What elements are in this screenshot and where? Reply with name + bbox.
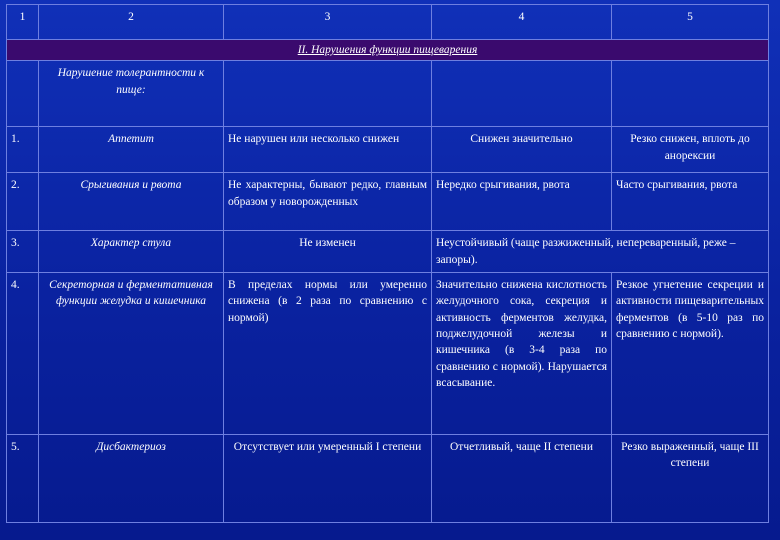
row-label: Секреторная и ферментативная функции желудка и кишечника <box>39 272 224 434</box>
subheader-label: Нарушение толерантности к пище: <box>39 61 224 127</box>
subheader-empty-cell <box>432 61 612 127</box>
cell-moderate: Нередко срыгивания, рвота <box>432 173 612 231</box>
table-row <box>7 127 769 173</box>
cell-severe: Часто срыгивания, рвота <box>612 173 769 231</box>
row-number: 1. <box>7 127 39 173</box>
subheader-row <box>7 61 769 127</box>
table-row <box>7 434 769 522</box>
column-number-4: 4 <box>432 5 612 40</box>
column-number-5: 5 <box>612 5 769 40</box>
cell-moderate-severe: Неустойчивый (чаще разжиженный, непереваренный, реже – запоры). <box>432 231 769 273</box>
row-label: Аппетит <box>39 127 224 173</box>
cell-severe: Резкое угнетение секреции и активности пищеварительных ферментов (в 5-10 раз по сравнению с нормой). <box>612 272 769 434</box>
table-row <box>7 173 769 231</box>
table-row <box>7 272 769 434</box>
cell-moderate: Отчетливый, чаще II степени <box>432 434 612 522</box>
cell-mild: Не нарушен или несколько снижен <box>224 127 432 173</box>
cell-moderate: Значительно снижена кислотность желудочного сока, секреция и активность ферментов желудка, поджелудочной железы и кишечника (в 3-4 раза по сравнению с нормой). Нарушается всасывание. <box>432 272 612 434</box>
cell-severe: Резко снижен, вплоть до анорексии <box>612 127 769 173</box>
section-title-cell <box>7 40 769 61</box>
column-number-3: 3 <box>224 5 432 40</box>
clinical-table <box>6 4 769 523</box>
column-number-1: 1 <box>7 5 39 40</box>
row-label: Срыгивания и рвота <box>39 173 224 231</box>
cell-mild: Не изменен <box>224 231 432 273</box>
subheader-empty-cell <box>612 61 769 127</box>
section-row <box>7 40 769 61</box>
column-number-row <box>7 5 769 40</box>
row-number: 5. <box>7 434 39 522</box>
cell-severe: Резко выраженный, чаще III степени <box>612 434 769 522</box>
subheader-num-cell <box>7 61 39 127</box>
section-title: II. Нарушения функции пищеварения <box>297 44 478 56</box>
cell-mild: Отсутствует или умеренный I степени <box>224 434 432 522</box>
cell-moderate: Снижен значительно <box>432 127 612 173</box>
row-number: 4. <box>7 272 39 434</box>
cell-mild: Не характерны, бывают редко, главным образом у новорожденных <box>224 173 432 231</box>
row-number: 2. <box>7 173 39 231</box>
cell-mild: В пределах нормы или умеренно снижена (в 2 раза по сравнению с нормой) <box>224 272 432 434</box>
column-number-2: 2 <box>39 5 224 40</box>
subheader-empty-cell <box>224 61 432 127</box>
table-row <box>7 231 769 273</box>
row-number: 3. <box>7 231 39 273</box>
row-label: Дисбактериоз <box>39 434 224 522</box>
row-label: Характер стула <box>39 231 224 273</box>
